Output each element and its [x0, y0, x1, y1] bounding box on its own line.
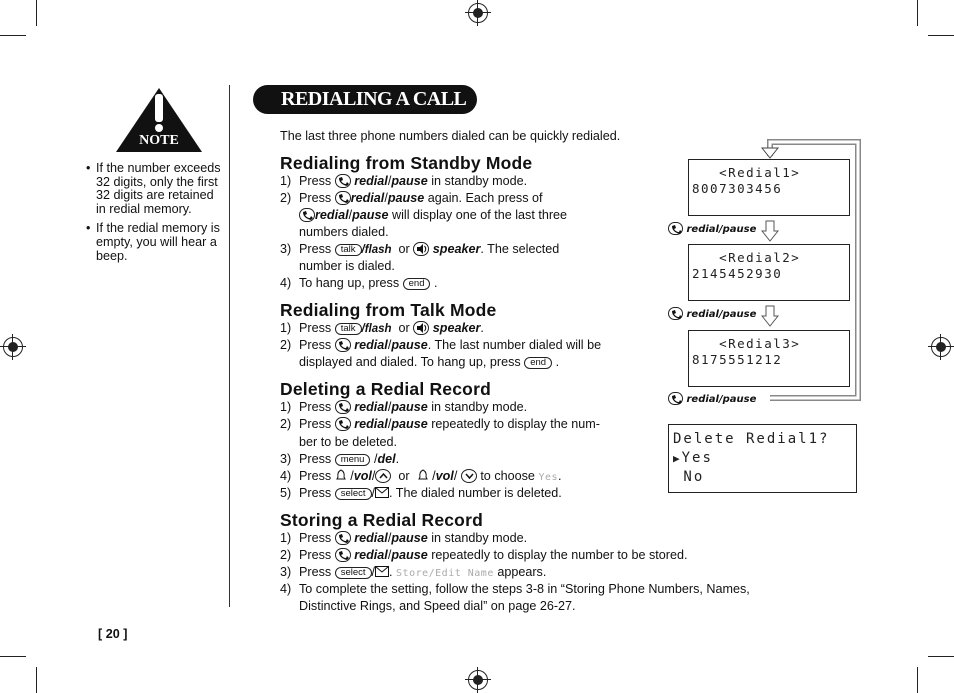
crop-mark [928, 35, 954, 36]
note-item: • If the redial memory is empty, you will hear a beep. [86, 222, 226, 263]
redial-icon [668, 392, 683, 405]
note-label: NOTE [139, 133, 179, 148]
section-heading-talk: Redialing from Talk Mode [280, 300, 497, 320]
page-title: REDIALING A CALL [253, 85, 477, 114]
redial-display: <Redial3> 8175551212 [688, 330, 850, 387]
step: 1) Press redial/pause in standby mode. [280, 174, 528, 188]
warning-note-icon [114, 86, 204, 154]
delete-display: Delete Redial1? ▶Yes No [668, 424, 857, 493]
envelope-icon [375, 566, 389, 577]
redial-pause-label: redial/pause [668, 392, 756, 405]
crop-mark [917, 0, 918, 26]
down-arrow-icon [761, 220, 779, 242]
registration-mark-icon [931, 337, 951, 357]
talk-key: talk [335, 323, 362, 335]
crop-mark [928, 656, 954, 657]
select-key: select [335, 488, 372, 500]
redial-pause-label: redial/pause [668, 222, 756, 235]
redial-icon [335, 174, 351, 188]
select-key: select [335, 567, 372, 579]
crop-mark [0, 656, 26, 657]
bell-down-icon [417, 469, 429, 481]
intro-text: The last three phone numbers dialed can be quickly redialed. [280, 129, 621, 143]
selection-pointer-icon: ▶ [673, 452, 682, 465]
redial-icon [668, 222, 683, 235]
redial-icon [335, 191, 351, 205]
registration-mark-icon [3, 337, 23, 357]
column-divider [229, 85, 230, 607]
menu-key: menu [335, 454, 371, 466]
section-heading-standby: Redialing from Standby Mode [280, 153, 533, 173]
end-key: end [524, 357, 552, 369]
crop-mark [0, 35, 26, 36]
speaker-icon [413, 242, 429, 256]
redial-icon [668, 307, 683, 320]
bell-up-icon [335, 469, 347, 481]
registration-mark-icon [468, 3, 488, 23]
talk-key: talk [335, 244, 362, 256]
section-heading-storing: Storing a Redial Record [280, 510, 483, 530]
down-arrow-icon [761, 305, 779, 327]
crop-mark [36, 667, 37, 693]
redial-icon [299, 208, 315, 222]
redial-pause-label: redial/pause [668, 307, 756, 320]
down-arrow-icon [461, 469, 477, 483]
redial-icon [335, 338, 351, 352]
crop-mark [36, 0, 37, 26]
envelope-icon [375, 487, 389, 498]
note-item: • If the number exceeds 32 digits, only the first 32 digits are retained in redial memory. [86, 162, 226, 216]
crop-mark [917, 667, 918, 693]
redial-icon [335, 531, 351, 545]
redial-display: <Redial2> 2145452930 [688, 244, 850, 301]
page-number: [ 20 ] [98, 627, 128, 641]
redial-icon [335, 548, 351, 562]
up-arrow-icon [375, 469, 391, 483]
redial-icon [335, 417, 351, 431]
redial-icon [335, 400, 351, 414]
redial-display: <Redial1> 8007303456 [688, 159, 850, 216]
registration-mark-icon [468, 670, 488, 690]
speaker-icon [413, 321, 429, 335]
section-heading-deleting: Deleting a Redial Record [280, 379, 491, 399]
end-key: end [403, 278, 431, 290]
